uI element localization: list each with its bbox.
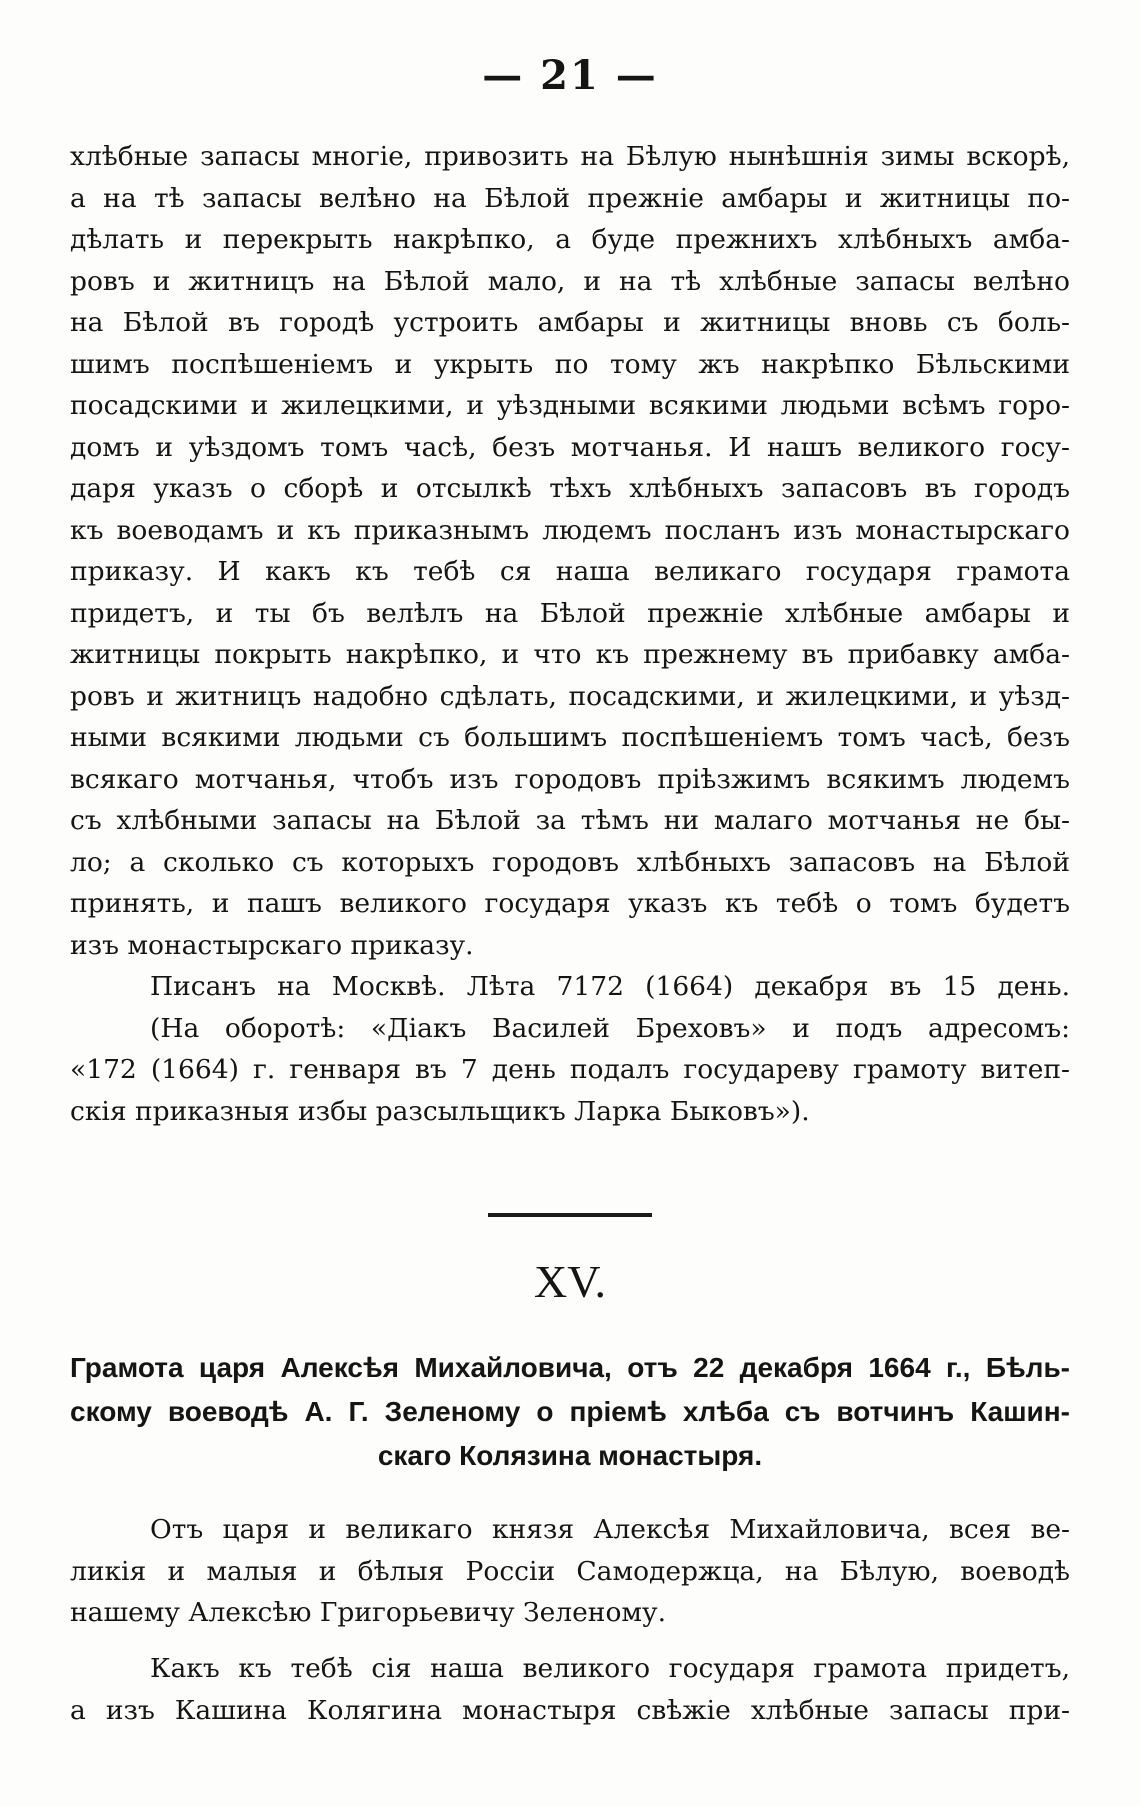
- address-paragraph: [70, 1509, 1070, 1634]
- text-line: ровъ и житницъ на Бѣлой мало, и на тѣ хлѣбные запасы велѣно: [70, 265, 1070, 297]
- text-line: даря указъ о сборѣ и отсылкѣ тѣхъ хлѣбныхъ запасовъ въ городъ: [70, 473, 1070, 504]
- text-line: посадскими и жилецкими, и уѣздными всякими людьми всѣмъ горо-: [70, 390, 1070, 421]
- reverse-note-line: «172 (1664) г. генваря въ 7 день подалъ государеву грамоту витеп-: [70, 1054, 1070, 1085]
- text-line: къ воеводамъ и къ приказнымъ людемъ посланъ изъ монастырскаго: [70, 514, 1070, 546]
- text-line: на Бѣлой въ городѣ устроить амбары и житницы вновь съ боль-: [70, 307, 1070, 338]
- heading-line: скаго Колязина монастыря.: [377, 1440, 763, 1471]
- text-line: принять, и пашъ великого государя указъ къ тебѣ о томъ будетъ: [70, 888, 1070, 919]
- text-line: приказу. И какъ къ тебѣ ся наша великаго государя грамота: [70, 556, 1070, 587]
- heading-line: Грамота царя Алексѣя Михайловича, отъ 22 декабря 1664 г., Бѣль-: [70, 1352, 1070, 1383]
- text-line: ровъ и житницъ надобно сдѣлать, посадскими, и жилецкими, и уѣзд-: [70, 680, 1070, 712]
- text-line: съ хлѣбными запасы на Бѣлой за тѣмъ ни малаго мотчанья не бы-: [70, 805, 1070, 836]
- text-line: а изъ Кашина Колягина монастыря свѣжiе хлѣбные запасы при-: [70, 1694, 1070, 1726]
- text-line: ликiя и малыя и бѣлыя Россiи Самодержца, на Бѣлую, воеводѣ: [70, 1555, 1070, 1587]
- section-number: XV.: [533, 1256, 606, 1307]
- text-line: всякаго мотчанья, чтобъ изъ городовъ прiѣзжимъ всякимъ людемъ: [70, 763, 1070, 795]
- reverse-note-line: скiя приказныя избы разсыльщикъ Ларка Быковъ»).: [70, 1095, 810, 1127]
- heading-line: скому воеводѣ А. Г. Зеленому о прiемѣ хлѣба съ вотчинъ Кашин-: [70, 1396, 1070, 1427]
- text-line: ло; а сколько съ которыхъ городовъ хлѣбныхъ запасовъ на Бѣлой: [70, 846, 1070, 878]
- text-line: домъ и уѣздомъ томъ часѣ, безъ мотчанья. И нашъ великого госу-: [70, 431, 1070, 463]
- text-block-continuation: [70, 136, 1070, 1132]
- text-line: Какъ къ тебѣ сiя наша великого государя грамота придетъ,: [150, 1653, 1070, 1684]
- text-line: придетъ, и ты бъ велѣлъ на Бѣлой прежнiе хлѣбные амбары и: [70, 597, 1070, 629]
- dated-line: Писанъ на Москвѣ. Лѣта 7172 (1664) декабря въ 15 день.: [150, 971, 1070, 1002]
- reverse-note-line: (На оборотѣ: «Дiакъ Василей Бреховъ» и подъ адресомъ:: [150, 1012, 1070, 1044]
- text-line: а на тѣ запасы велѣно на Бѣлой прежнiе амбары и житницы по-: [70, 182, 1070, 214]
- text-line: хлѣбные запасы многiе, привозить на Бѣлую нынѣшнiя зимы вскорѣ,: [70, 141, 1070, 172]
- text-line: дѣлать и перекрыть накрѣпко, а буде прежнихъ хлѣбныхъ амба-: [70, 224, 1070, 255]
- text-line: житницы покрыть накрѣпко, и что къ прежнему въ прибавку амба-: [70, 639, 1070, 670]
- body-paragraph: [70, 1648, 1070, 1731]
- page-number: — 21 —: [482, 52, 658, 99]
- text-line: Отъ царя и великаго князя Алексѣя Михайловича, всея ве-: [150, 1514, 1070, 1545]
- text-line: ными всякими людьми съ большимъ поспѣшенiемъ томъ часѣ, безъ: [70, 722, 1070, 753]
- text-line: нашему Алексѣю Григорьевичу Зеленому.: [70, 1597, 667, 1628]
- section-separator-rule: [488, 1213, 652, 1217]
- text-line: шимъ поспѣшенiемъ и укрыть по тому жъ накрѣпко Бѣльскими: [70, 348, 1070, 380]
- text-line: изъ монастырскаго приказу.: [70, 929, 474, 961]
- document-heading: [70, 1346, 1070, 1478]
